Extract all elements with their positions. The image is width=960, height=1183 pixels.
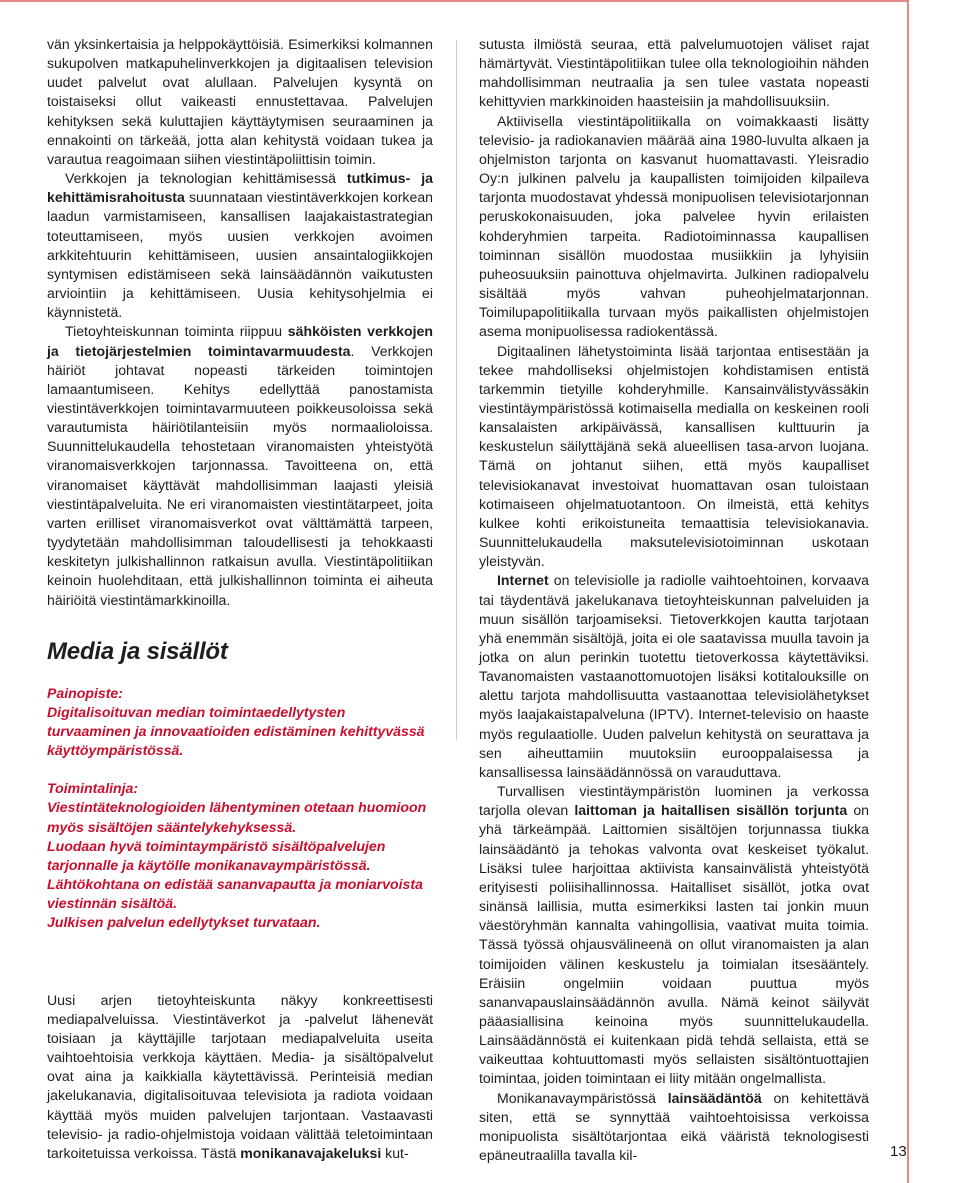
paragraph: Digitaalinen lähetystoiminta lisää tarjontaa entisestään ja tekee mahdolliseksi ohjelmistojen kohdistamisen entistä tarkemmin tietyille kohderyhmille. Kansainvälistyvässäkin viestintäympäristössä kotimaisella medialla on keskeinen rooli kansalaisten arkipäivässä, kansallisen kulttuurin ja keskustelun säilyttäjänä sekä alueellisen tasa-arvon luojana. Tämä on johtanut siihen, että myös kaupalliset televisiokanavat investoivat huomattavan osan tuloistaan kotimaiseen ohjelmatuotantoon. On ilmeistä, että kehitys kulkee kohti erikoistuneita temaattisia televisiokanavia. Suunnittelukaudella maksutelevisiotoiminnan uskotaan yleistyvän. bbox=[479, 342, 869, 570]
paragraph bbox=[479, 571, 869, 782]
text-run: on kehitettävä siten, että se synnyttää vaihtoehtoisissa verkoissa monipuolista sisältötarjontaa eikä vääristä teknologisesti epäneutraalilla tavalla kil- bbox=[479, 1089, 869, 1164]
paragraph bbox=[479, 782, 869, 1089]
paragraph bbox=[47, 991, 433, 1163]
policy-line: Viestintäteknologioiden lähentyminen otetaan huomioon myös sisältöjen sääntelykehyksessä. bbox=[47, 799, 427, 835]
paragraph bbox=[479, 1089, 869, 1166]
page-frame-top bbox=[0, 0, 908, 2]
text-run: Verkkojen ja teknologian kehittämisessä bbox=[65, 170, 347, 187]
text-run: Turvallisen viestintäympäristön luominen ja verkossa tarjolla olevan bbox=[479, 783, 869, 819]
text-run: on yhä tärkeämpää. Laittomien sisältöjen torjunnassa tiukka lainsäädäntö ja tehokas valvonta ovat keskeiset työkalut. Lisäksi tulee harjoittaa aktiivista kansainvälistä yhteistyötä erityisesti poliisihallinnossa. Haitalliset sisällöt, jotka ovat sinänsä laillisia, mutta esimerkiksi lasten tai jonkin muun väestöryhmän kannalta vahingollisia, vaativat muita toimia. Tässä työssä ohjausvälineenä on ollut viranomaisten ja alan toimijoiden välinen keskustelu ja toimialan itsesääntely. Eräisiin ongelmiin voidaan puuttua myös sananvapauslainsäädännön avulla. Nämä keinot säilyvät pääasiallisina keinoina myös suunnittelukaudella. Lainsäädännöstä ei kuitenkaan pidä tehdä sellaista, että se vaikeuttaa kohtuuttomasti myös sellaisten sisältöntuottajien toimintaa, joiden toimintaan ei liity mitään ongelmallista. bbox=[479, 802, 870, 1087]
paragraph: Aktiivisella viestintäpolitiikalla on voimakkaasti lisätty televisio- ja radiokanavien määrää aina 1980-luvulta alkaen ja ohjelmiston tarjonta on kasvanut huomattavasti. Yleisradio Oy:n julkinen palvelu ja kaupallisten toimijoiden kilpaileva tarjonta muodostavat yhdessä monipuolisen televisiotarjonnan peruskokonaisuuden, joka palvelee hyvin erilaisten kohderyhmien tarpeita. Radiotoiminnassa kaupallisen toiminnan sisällön muodostaa musiikkiin ja lyhyisiin puheosuuksiin painottuva ohjelmavirta. Julkinen radiopalvelu sisältää myös vahvan puheohjelmatarjonnan. Toimilupapolitiikalla turvaan myös paikallisten ohjelmistojen asema monipuolisessa radiokentässä. bbox=[479, 112, 869, 340]
focus-label: Painopiste: bbox=[47, 684, 123, 701]
text-run: Uusi arjen tietoyhteiskunta näkyy konkreettisesti mediapalveluissa. Viestintäverkot ja -palvelut lähenevät toisiaan ja käyttäjille tarjotaan mediapalveluita useita vaihtoehtoisia verkkoja käyttäen. Media- ja sisältöpalvelut ovat aina ja kaikkialla käytettävissä. Perinteisiä median jakelukanavia, digitalisoituvaa televisiota ja radiota voidaan käyttää myös muiden palvelujen tarjontaan. Vastaavasti televisio- ja radio-ohjelmistoja voidaan välittää teletoimintaan tarkoitetuissa verkoissa. Tästä bbox=[47, 991, 433, 1161]
text-run: Monikanavaympäristössä bbox=[497, 1089, 668, 1106]
paragraph bbox=[47, 322, 433, 609]
bold-term: laittoman ja haitallisen sisällön torjunta bbox=[574, 802, 848, 819]
paragraph bbox=[47, 169, 433, 322]
bold-term: monikanavajakeluksi bbox=[240, 1144, 382, 1161]
left-column bbox=[47, 35, 433, 1163]
text-run: Tietoyhteiskunnan toiminta riippuu bbox=[65, 323, 288, 340]
text-run: suunnataan viestintäverkkojen korkean laadun varmistamiseen, kansallisen laajakaistastrategian toteuttamiseen, myös uusien verkkojen avoimen arkkitehtuurin kehittämiseen, uusien ansaintalogiikkojen syntymisen edistämiseen sekä lainsäädännön vaikutusten arviointiin ja kehittämiseen. Uusia kehitysohjelmia ei käynnistetä. bbox=[47, 189, 433, 321]
bold-term: lainsäädäntöä bbox=[667, 1089, 762, 1106]
section-heading: Media ja sisällöt bbox=[47, 637, 228, 665]
text-run: . Verkkojen häiriöt johtavat nopeasti tärkeiden toimintojen lamaantumiseen. Kehitys edellyttää panostamista viestintäverkkojen toimintavarmuuteen poikkeusoloissa sekä varautumista häiriötilanteisiin myös normaalioloissa. Suunnittelukaudella tehostetaan viranomaisten yhteistyötä viranomaisverkkojen tarjonnassa. Tavoitteena on, että viranomaiset käyttävät mahdollisimman laajasti yleisiä viestintäpalveluita. Ne eri viranomaisten viestintätarpeet, joita varten erilliset viranomaisverkot ovat välttämättä tarpeen, tyydytetään mahdollisimman taloudellisesti ja tehokkaasti keskitetyn julkishallinnon ratkaisun avulla. Viestintäpolitiikan keinoin huolehditaan, että julkishallinnon toiminta ei aiheuta häiriöitä viestintämarkkinoilla. bbox=[47, 342, 433, 608]
text-run: on televisiolle ja radiolle vaihtoehtoinen, korvaava tai täydentävä jakelukanava tietoyhteiskunnan palveluiden ja muun sisällön tarjoamiseksi. Tietoverkkojen kautta tarjotaan yhä enemmän sisältöjä, joita ei ole saatavissa muulla tavoin ja jotka on alun perinkin tuotettu tietoverkossa käytettäviksi. Tavanomaisten vastaanottomuotojen lisäksi kotitalouksille on alettu tarjota mahdollisuutta vastaanottaa televisiolähetykset myös laajakaistapalveluna (IPTV). Internet-televisio on haaste myös regulaatiolle. Uuden palvelun kehitystä on seurattava ja sen aiheuttamiin muutoksiin eurooppalaisessa ja kansallisessa lainsäädännössä on varauduttava. bbox=[479, 572, 869, 780]
paragraph: sutusta ilmiöstä seuraa, että palvelumuotojen väliset rajat hämärtyvät. Viestintäpolitiikan tulee olla teknologioihin nähden mahdollisimman neutraalia ja sen tulee vastata nopeasti kehittyvien markkinoiden haasteisiin ja mahdollisuuksiin. bbox=[479, 36, 869, 110]
page-number: 13 bbox=[890, 1143, 907, 1160]
policy-line: Luodaan hyvä toimintaympäristö sisältöpalvelujen tarjonnalle ja käytölle monikanavaympäristössä. bbox=[47, 837, 386, 873]
text-run: kut- bbox=[381, 1144, 409, 1161]
policy-line: Julkisen palvelun edellytykset turvataan. bbox=[47, 914, 321, 931]
bold-term: sähköisten verkkojen ja tietojärjestelmien toimintavarmuudesta bbox=[47, 323, 433, 359]
paragraph: vän yksinkertaisia ja helppokäyttöisiä. Esimerkiksi kolmannen sukupolven matkapuhelinverkkojen ja digitaalisen television uudet palvelut ovat alullaan. Palvelujen kysyntä on toistaiseksi ollut vaikeasti ennustettavaa. Palvelujen kehityksen sekä kuluttajien käyttäytymisen seuraaminen ja ennakointi on tärkeää, jotta alan kehitystä voidaan tukea ja varautua reagoimaan siihen viestintäpoliittisin toimin. bbox=[47, 36, 433, 167]
bold-term: Internet bbox=[497, 572, 549, 589]
bold-term: tutkimus- ja kehittämisrahoitusta bbox=[47, 170, 433, 206]
policy-label: Toimintalinja: bbox=[47, 780, 139, 797]
column-divider bbox=[456, 40, 457, 740]
policy-line: Lähtökohtana on edistää sananvapautta ja moniarvoista viestinnän sisältöä. bbox=[47, 876, 423, 912]
focus-text: Digitalisoituvan median toimintaedellytysten turvaaminen ja innovaatioiden edistäminen kehittyvässä käyttöympäristössä. bbox=[47, 703, 425, 759]
page-frame-right bbox=[907, 0, 909, 1183]
right-column bbox=[479, 35, 869, 1165]
